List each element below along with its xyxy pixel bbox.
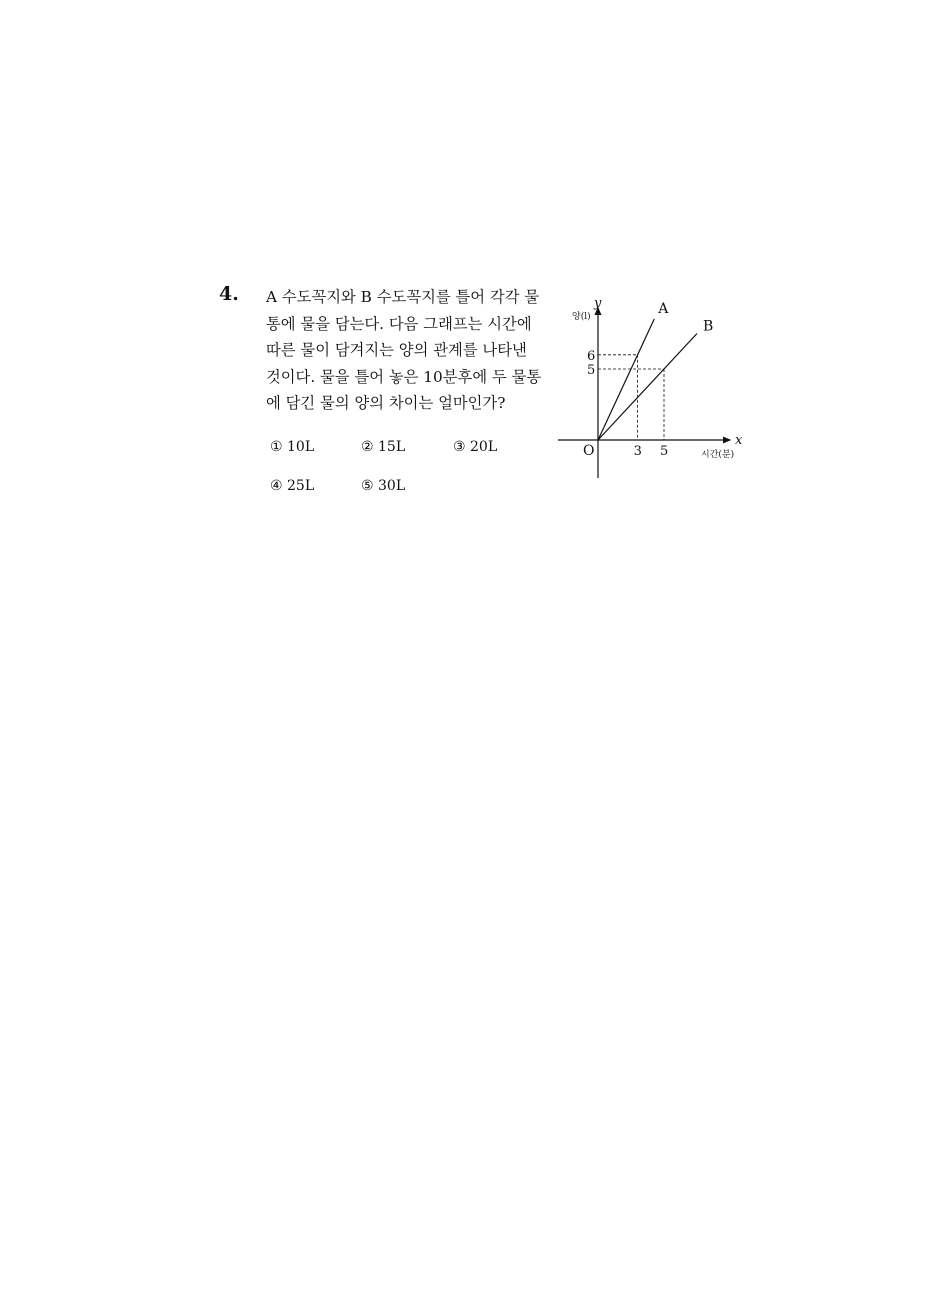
choice-3[interactable]: ③ 20L — [453, 439, 498, 455]
choice-4[interactable]: ④ 25L — [270, 478, 315, 494]
question-line: 것이다. 물을 틀어 놓은 10분후에 두 물통 — [266, 367, 542, 386]
series-line-a — [598, 319, 654, 440]
question-line: 통에 물을 담는다. 다음 그래프는 시간에 — [266, 314, 532, 333]
question-line: A 수도꼭지와 B 수도꼭지를 틀어 각각 물 — [266, 288, 540, 306]
x-tick-label: 3 — [633, 444, 642, 459]
y-axis-label: 양(l) — [572, 312, 591, 322]
question-line: 따른 물이 담겨지는 양의 관계를 나타낸 — [266, 341, 527, 359]
x-axis-var: x — [735, 433, 743, 448]
question-number: 4. — [219, 283, 239, 305]
y-tick-label: 5 — [587, 363, 596, 378]
question-text — [266, 284, 544, 417]
choice-1[interactable]: ① 10L — [270, 439, 315, 455]
plot-area — [587, 301, 713, 459]
series-label-a: A — [658, 301, 669, 318]
graph — [554, 292, 754, 482]
y-axis-var: y — [594, 296, 602, 311]
series-label-b: B — [703, 318, 714, 335]
choice-5[interactable]: ⑤ 30L — [361, 478, 406, 494]
origin-label: O — [583, 443, 595, 459]
y-tick-label: 6 — [587, 348, 596, 364]
question-line: 에 담긴 물의 양의 차이는 얼마인가? — [266, 394, 506, 412]
series-line-b — [598, 334, 697, 441]
choice-2[interactable]: ② 15L — [361, 439, 406, 455]
x-tick-label: 5 — [660, 444, 669, 459]
x-axis-label: 시간(분) — [701, 450, 735, 460]
